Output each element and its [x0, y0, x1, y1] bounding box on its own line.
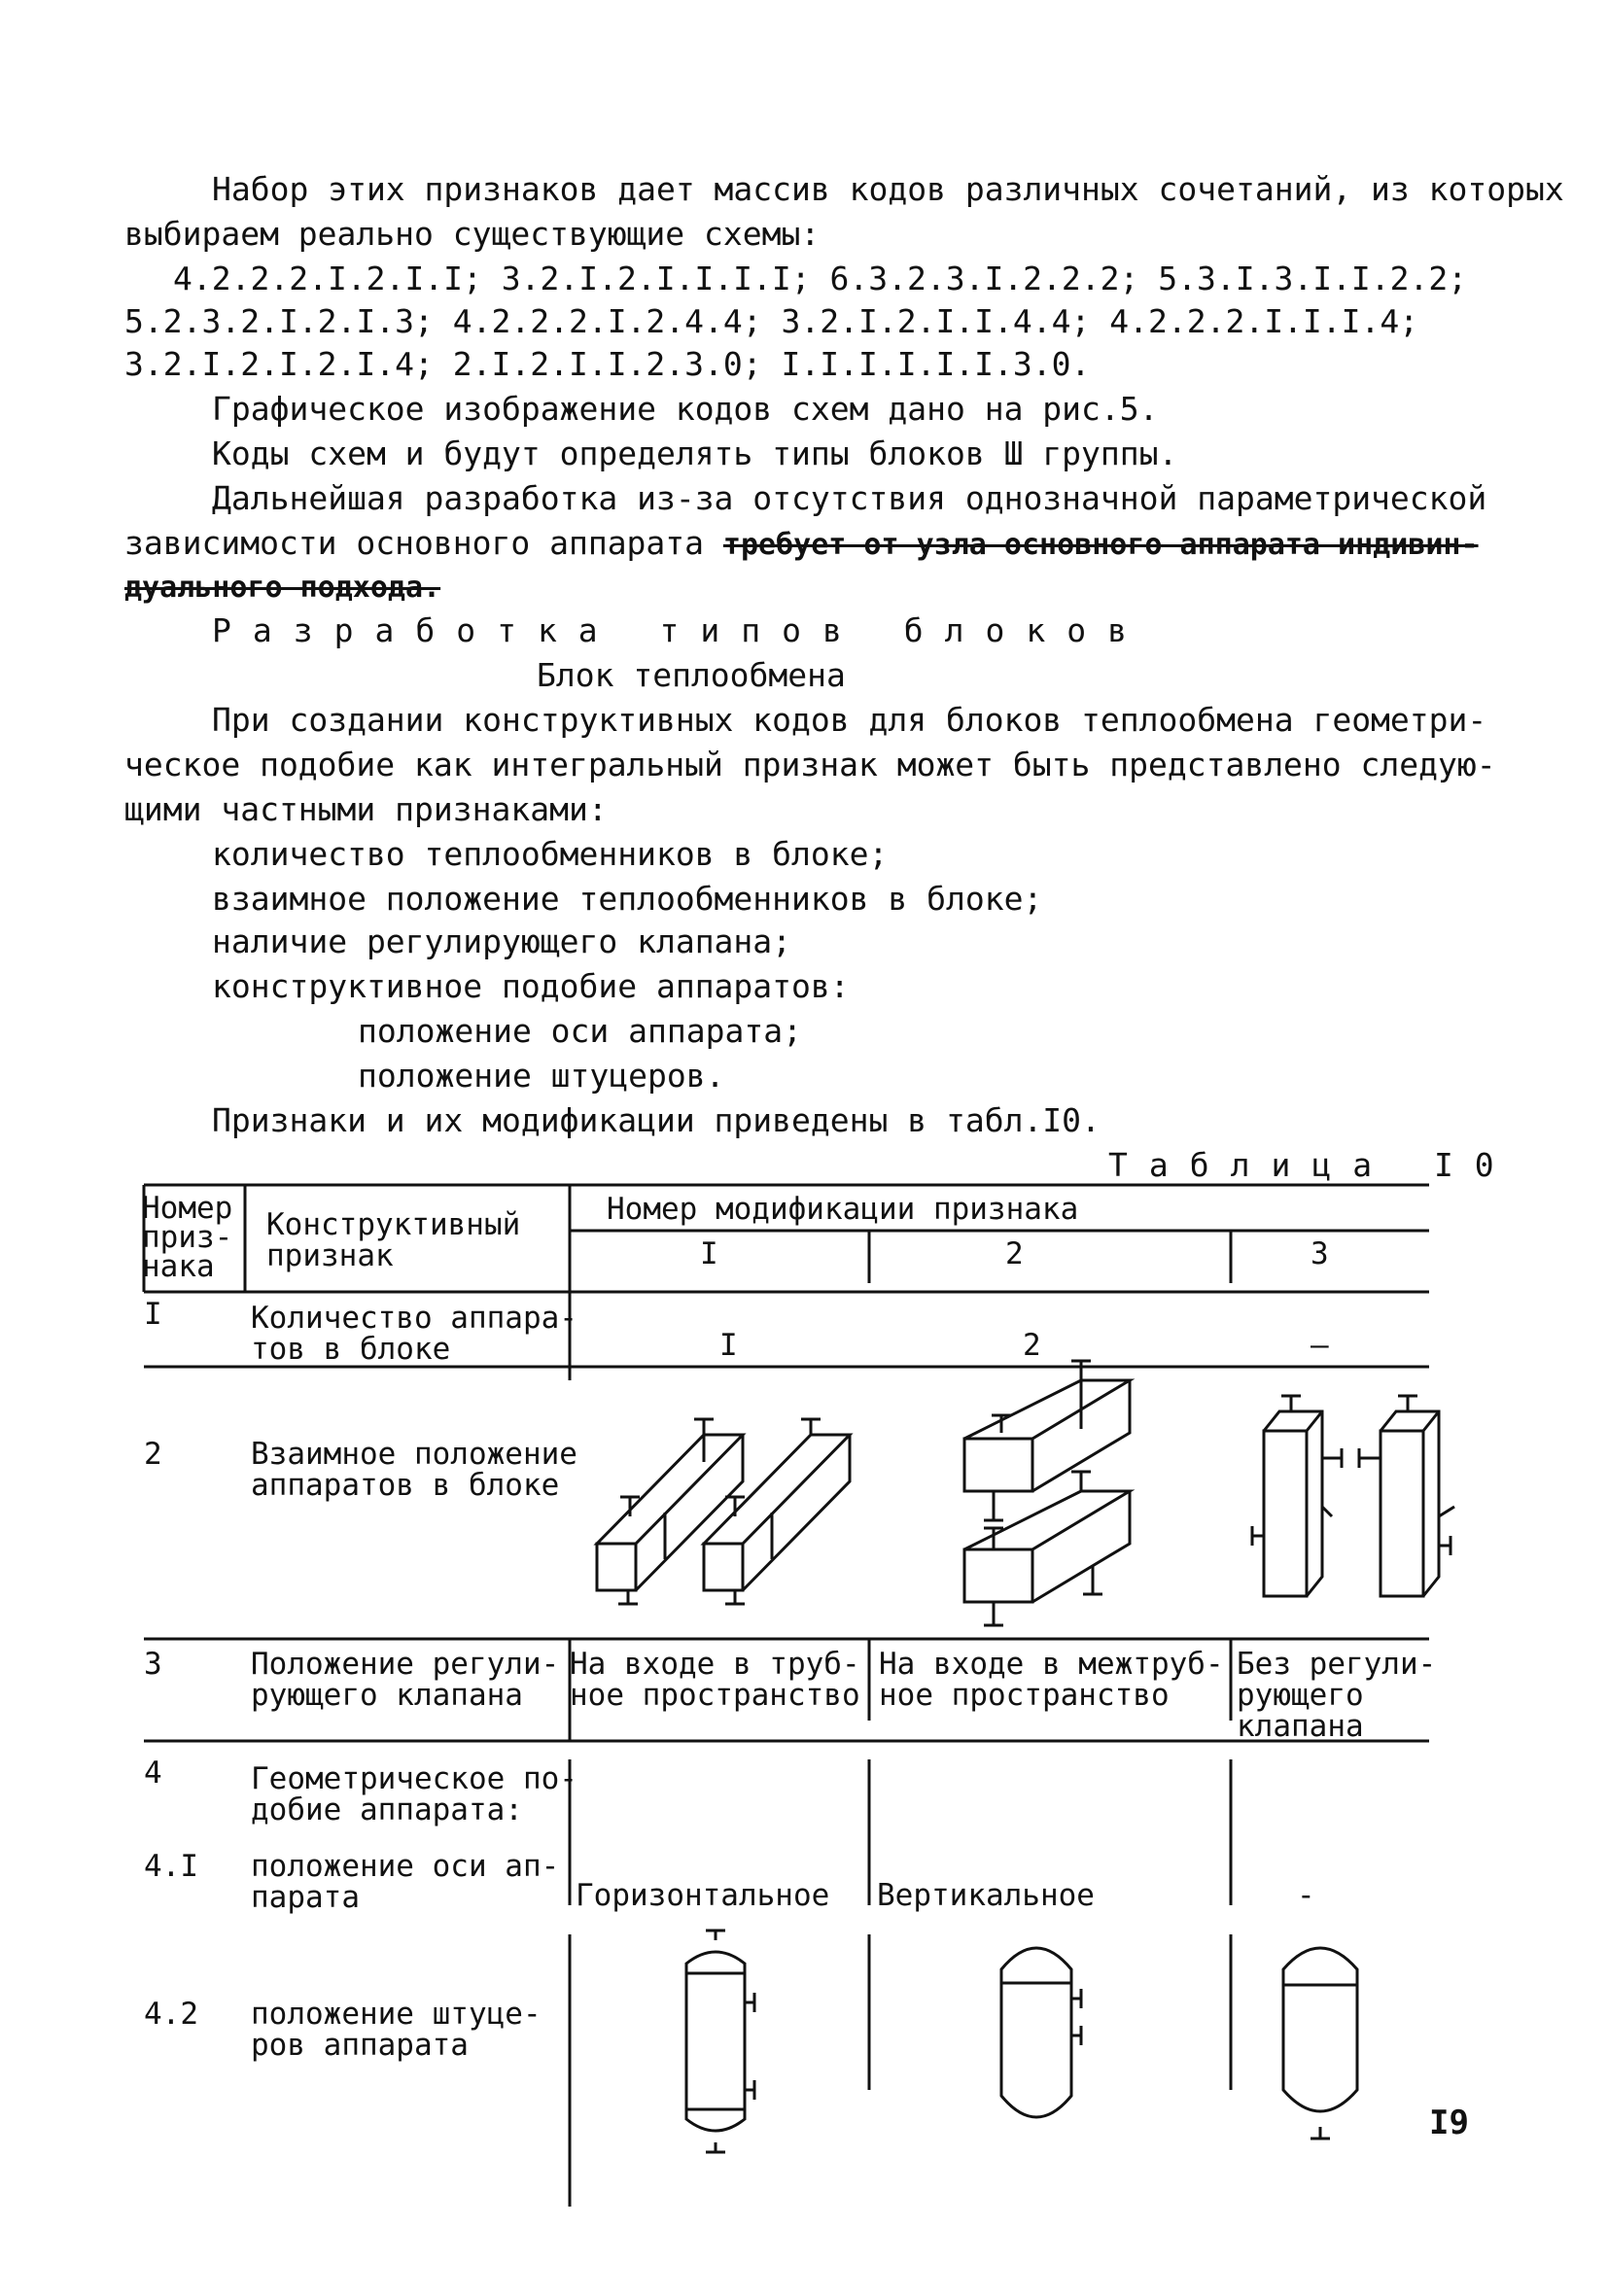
- list-item: наличие регулирующего клапана;: [212, 922, 792, 960]
- cell-value: I: [719, 1328, 738, 1363]
- column-header-feature: Конструктивный признак: [266, 1207, 521, 1273]
- paragraph-line: Коды схем и будут определять типы блоков Ш группы.: [212, 435, 1178, 472]
- codes-line: 4.2.2.2.I.2.I.I; 3.2.I.2.I.I.I.I; 6.3.2.3.I.2.2.2; 5.3.I.3.I.I.2.2;: [173, 260, 1468, 297]
- row-number: 2: [144, 1437, 162, 1472]
- row-number: 4.I: [144, 1849, 198, 1884]
- row-feature: Геометрическое по- добие аппарата:: [251, 1761, 577, 1827]
- subsection-heading: Блок теплообмена: [537, 656, 846, 694]
- cell-value: На входе в межтруб- ное пространство: [879, 1647, 1224, 1713]
- paragraph-line: Признаки и их модификации приведены в табл.I0.: [212, 1101, 1101, 1139]
- struck-text: требует от узла основного аппарата индивин-: [722, 528, 1479, 562]
- paragraph-line: Графическое изображение кодов схем дано на рис.5.: [212, 390, 1159, 428]
- struck-text: дуального подхода.: [124, 571, 441, 605]
- cell-value: Без регули- рующего клапана: [1237, 1647, 1437, 1744]
- column-header-mod-1: I: [700, 1236, 718, 1271]
- codes-line: 5.2.3.2.I.2.I.3; 4.2.2.2.I.2.4.4; 3.2.I.2.I.I.4.4; 4.2.2.2.I.I.I.4;: [124, 302, 1419, 340]
- vessel-drawing-3: [1283, 1948, 1357, 2139]
- row-feature: положение оси ап- парата: [251, 1849, 560, 1915]
- row-number: 4: [144, 1756, 162, 1791]
- vertical-exchangers-drawing: [1252, 1396, 1454, 1596]
- paragraph-text: зависимости основного аппарата: [124, 524, 705, 562]
- vessel-drawing-2: [1001, 1948, 1081, 2117]
- page-number: I9: [1429, 2104, 1469, 2142]
- row-number: I: [144, 1297, 162, 1332]
- cell-value: Вертикальное: [877, 1878, 1095, 1913]
- table-caption: Таблица I0: [1108, 1146, 1516, 1184]
- list-item: взаимное положение теплообменников в блоке;: [212, 880, 1043, 918]
- parallel-exchangers-drawing: [597, 1419, 850, 1604]
- paragraph-line: щими частными признаками:: [124, 790, 608, 828]
- list-subitem: положение штуцеров.: [358, 1057, 725, 1095]
- list-item: количество теплообменников в блоке;: [212, 835, 889, 873]
- paragraph-line: ческое подобие как интегральный признак может быть представлено следую-: [124, 746, 1496, 783]
- stacked-exchangers-drawing: [964, 1361, 1130, 1625]
- row-feature: Количество аппара- тов в блоке: [251, 1301, 577, 1367]
- paragraph-line: Дальнейшая разработка из-за отсутствия однозначной параметрической: [212, 479, 1487, 517]
- cell-value: 2: [1023, 1328, 1041, 1363]
- codes-line: 3.2.I.2.I.2.I.4; 2.I.2.I.I.2.3.0; I.I.I.I.I.I.3.0.: [124, 345, 1091, 383]
- cell-value: —: [1311, 1328, 1329, 1363]
- list-item: конструктивное подобие аппаратов:: [212, 967, 850, 1005]
- row-feature: положение штуце- ров аппарата: [251, 1997, 542, 2063]
- list-subitem: положение оси аппарата;: [358, 1012, 802, 1050]
- cell-value: -: [1297, 1878, 1315, 1913]
- cell-value: На входе в труб- ное пространство: [570, 1647, 860, 1713]
- paragraph-line: выбираем реально существующие схемы:: [124, 215, 821, 253]
- vessel-drawing-1: [686, 1931, 754, 2152]
- column-header-mod-2: 2: [1005, 1236, 1024, 1271]
- column-header-mod-3: 3: [1311, 1236, 1329, 1271]
- paragraph-line: Набор этих признаков дает массив кодов различных сочетаний, из которых: [212, 170, 1564, 208]
- cell-value: Горизонтальное: [576, 1878, 830, 1913]
- paragraph-line: При создании конструктивных кодов для блоков теплообмена геометри-: [212, 701, 1487, 739]
- column-header-modification: Номер модификации признака: [607, 1192, 1079, 1227]
- row-number: 3: [144, 1647, 162, 1682]
- row-feature: Положение регули- рующего клапана: [251, 1647, 560, 1713]
- row-number: 4.2: [144, 1997, 198, 2032]
- section-heading: Разработка типов блоков: [212, 611, 1148, 649]
- column-header-number: Номер приз- нака: [142, 1191, 233, 1284]
- row-feature: Взаимное положение аппаратов в блоке: [251, 1437, 577, 1503]
